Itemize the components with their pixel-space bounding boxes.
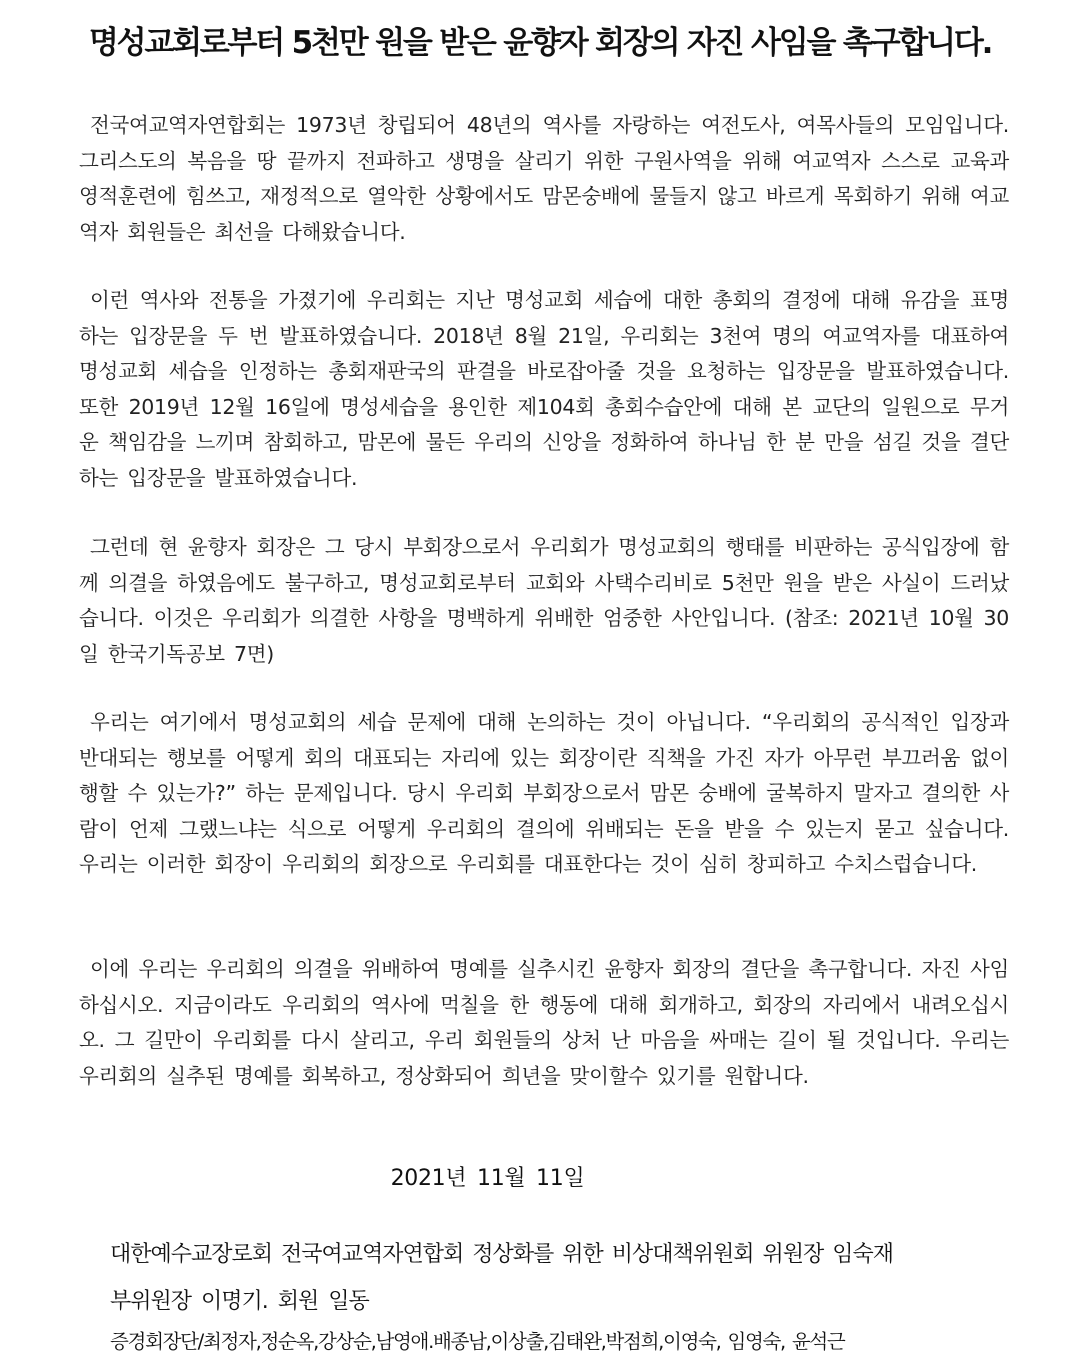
paragraph-1 [79,108,1009,250]
paragraph-5 [79,952,1009,1094]
signature-former-presidents: 증경회장단/최정자,정순옥,강상순,남영애.배종남,이상출,김태완,박점희,이영숙, 임영숙, 윤석근 [110,1330,845,1353]
paragraph-3 [79,530,1009,672]
paragraph-5-text: 이에 우리는 우리회의 의결을 위배하여 명예를 실추시킨 윤향자 회장의 결단을 촉구합니다. 자진 사임하십시오. 지금이라도 우리회의 역사에 먹칠을 한 행동에 대해 회개하고, 회장의 자리에서 내려오십시오. 그 길만이 우리회를 다시 살리고, 우리 회원들의 상처 난 마음을 싸매는 길이 될 것입니다. 우리는 우리회의 실추된 명예를 회복하고, 정상화되어 희년을 맞이할수 있기를 원합니다. [79,957,1009,1088]
paragraph-4 [79,705,1009,883]
paragraph-3-text: 그런데 현 윤향자 회장은 그 당시 부회장으로서 우리회가 명성교회의 행태를 비판하는 공식입장에 함께 의결을 하였음에도 불구하고, 명성교회로부터 교회와 사택수리비로 5천만 원을 받은 사실이 드러났습니다. 이것은 우리회가 의결한 사항을 명백하게 위배한 엄중한 사안입니다. (참조: 2021년 10월 30일 한국기독공보 7면) [79,535,1009,666]
document-title: 명성교회로부터 5천만 원을 받은 윤향자 회장의 자진 사임을 촉구합니다. [88,25,992,61]
signature-vice-chair-members: 부위원장 이명기. 회원 일동 [110,1289,369,1314]
paragraph-2-text: 이런 역사와 전통을 가졌기에 우리회는 지난 명성교회 세습에 대한 총회의 결정에 대해 유감을 표명하는 입장문을 두 번 발표하였습니다. 2018년 8월 21일, 우리회는 3천여 명의 여교역자를 대표하여 명성교회 세습을 인정하는 총회재판국의 판결을 바로잡아줄 것을 요청하는 입장문을 발표하였습니다. 또한 2019년 12월 16일에 명성세습을 용인한 제104회 총회수습안에 대해 본 교단의 일원으로 무거운 책임감을 느끼며 참회하고, 맘몬에 물든 우리의 신앙을 정화하여 하나님 한 분 만을 섬길 것을 결단하는 입장문을 발표하였습니다. [79,288,1009,490]
paragraph-1-text: 전국여교역자연합회는 1973년 창립되어 48년의 역사를 자랑하는 여전도사, 여목사들의 모임입니다. 그리스도의 복음을 땅 끝까지 전파하고 생명을 살리기 위한 구원사역을 위해 여교역자 스스로 교육과 영적훈련에 힘쓰고, 재정적으로 열악한 상황에서도 맘몬숭배에 물들지 않고 바르게 목회하기 위해 여교역자 회원들은 최선을 다해왔습니다. [79,113,1009,244]
paragraph-2 [79,283,1009,496]
paragraph-4-text: 우리는 여기에서 명성교회의 세습 문제에 대해 논의하는 것이 아닙니다. “우리회의 공식적인 입장과 반대되는 행보를 어떻게 회의 대표되는 자리에 있는 회장이란 직책을 가진 자가 아무런 부끄러움 없이 행할 수 있는가?” 하는 문제입니다. 당시 우리회 부회장으로서 맘몬 숭배에 굴복하지 말자고 결의한 사람이 언제 그랬느냐는 식으로 어떻게 우리회의 결의에 위배되는 돈을 받을 수 있는지 묻고 싶습니다. 우리는 이러한 회장이 우리회의 회장으로 우리회를 대표한다는 것이 심히 창피하고 수치스럽습니다. [79,710,1009,876]
document-date: 2021년 11월 11일 [390,1166,585,1191]
signature-committee-chair: 대한예수교장로회 전국여교역자연합회 정상화를 위한 비상대책위원회 위원장 임숙재 [110,1242,894,1267]
